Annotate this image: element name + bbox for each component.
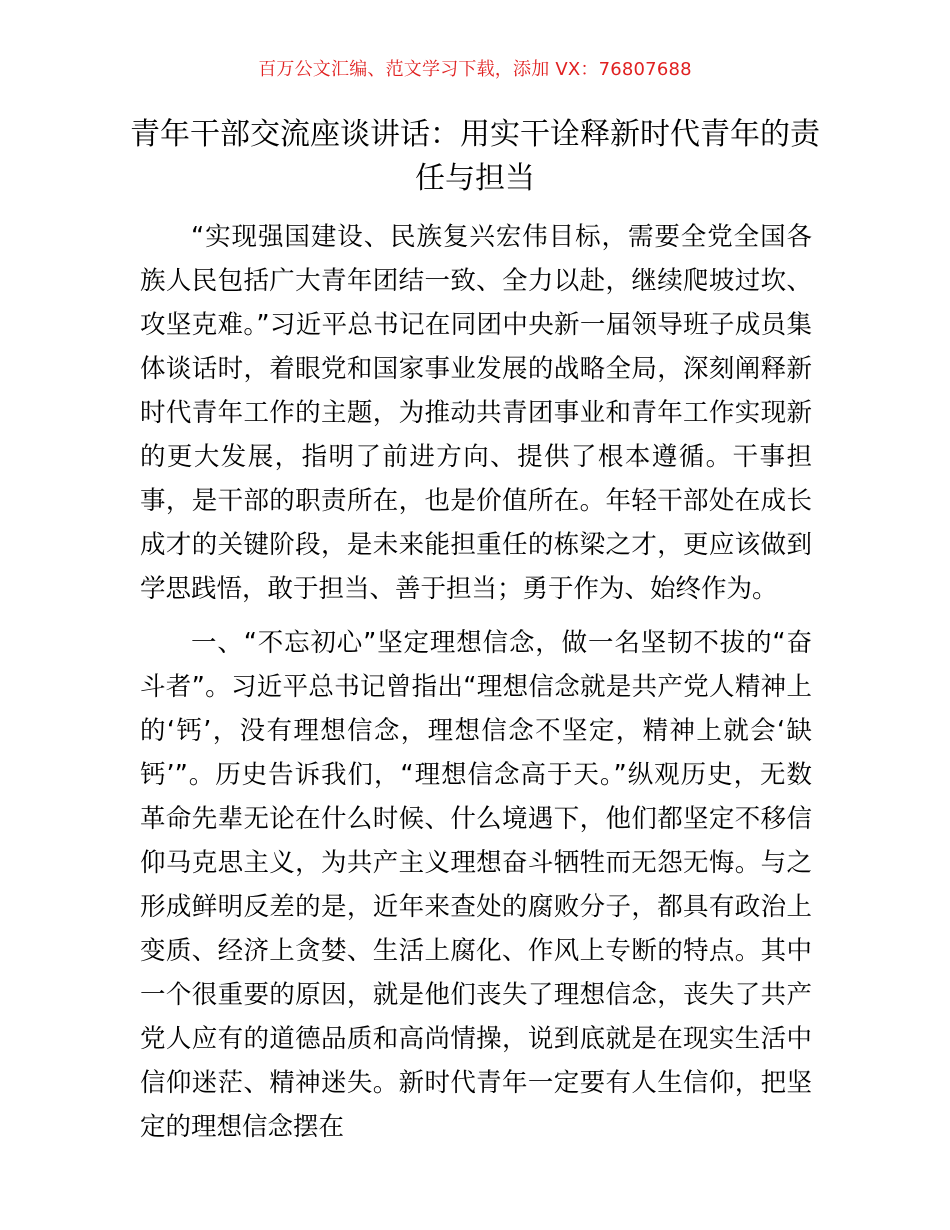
watermark-header: 百万公文汇编、范文学习下载，添加 VX：76807688 bbox=[258, 59, 692, 80]
document-title: 青年干部交流座谈讲话：用实干诠释新时代青年的责任与担当 bbox=[130, 117, 820, 196]
paragraph-section-one: 一、“不忘初心”坚定理想信念，做一名坚韧不拔的“奋斗者”。习近平总书记曾指出“理想信念就是共产党人精神上的‘钙’，没有理想信念，理想信念不坚定，精神上就会‘缺钙’”。历史告诉我们，“理想信念高于天。”纵观历史，无数革命先辈无论在什么时候、什么境遇下，他们都坚定不移信仰马克思主义，为共产主义理想奋斗牺牲而无怨无悔。与之形成鲜明反差的是，近年来查处的腐败分子，都具有政治上变质、经济上贪婪、生活上腐化、作风上专断的特点。其中一个很重要的原因，就是他们丧失了理想信念，丧失了共产党人应有的道德品质和高尚情操，说到底就是在现实生活中信仰迷茫、精神迷失。新时代青年一定要有人生信仰，把坚定的理想信念摆在 bbox=[140, 628, 812, 1142]
paragraph-intro: “实现强国建设、民族复兴宏伟目标，需要全党全国各族人民包括广大青年团结一致、全力以赴，继续爬坡过坎、攻坚克难。”习近平总书记在同团中央新一届领导班子成员集体谈话时，着眼党和国家事业发展的战略全局，深刻阐释新时代青年工作的主题，为推动共青团事业和青年工作实现新的更大发展，指明了前进方向、提供了根本遵循。干事担事，是干部的职责所在，也是价值所在。年轻干部处在成长成才的关键阶段，是未来能担重任的栋梁之才，更应该做到学思践悟，敢于担当、善于担当；勇于作为、始终作为。 bbox=[140, 222, 812, 604]
document-body bbox=[140, 215, 812, 1149]
